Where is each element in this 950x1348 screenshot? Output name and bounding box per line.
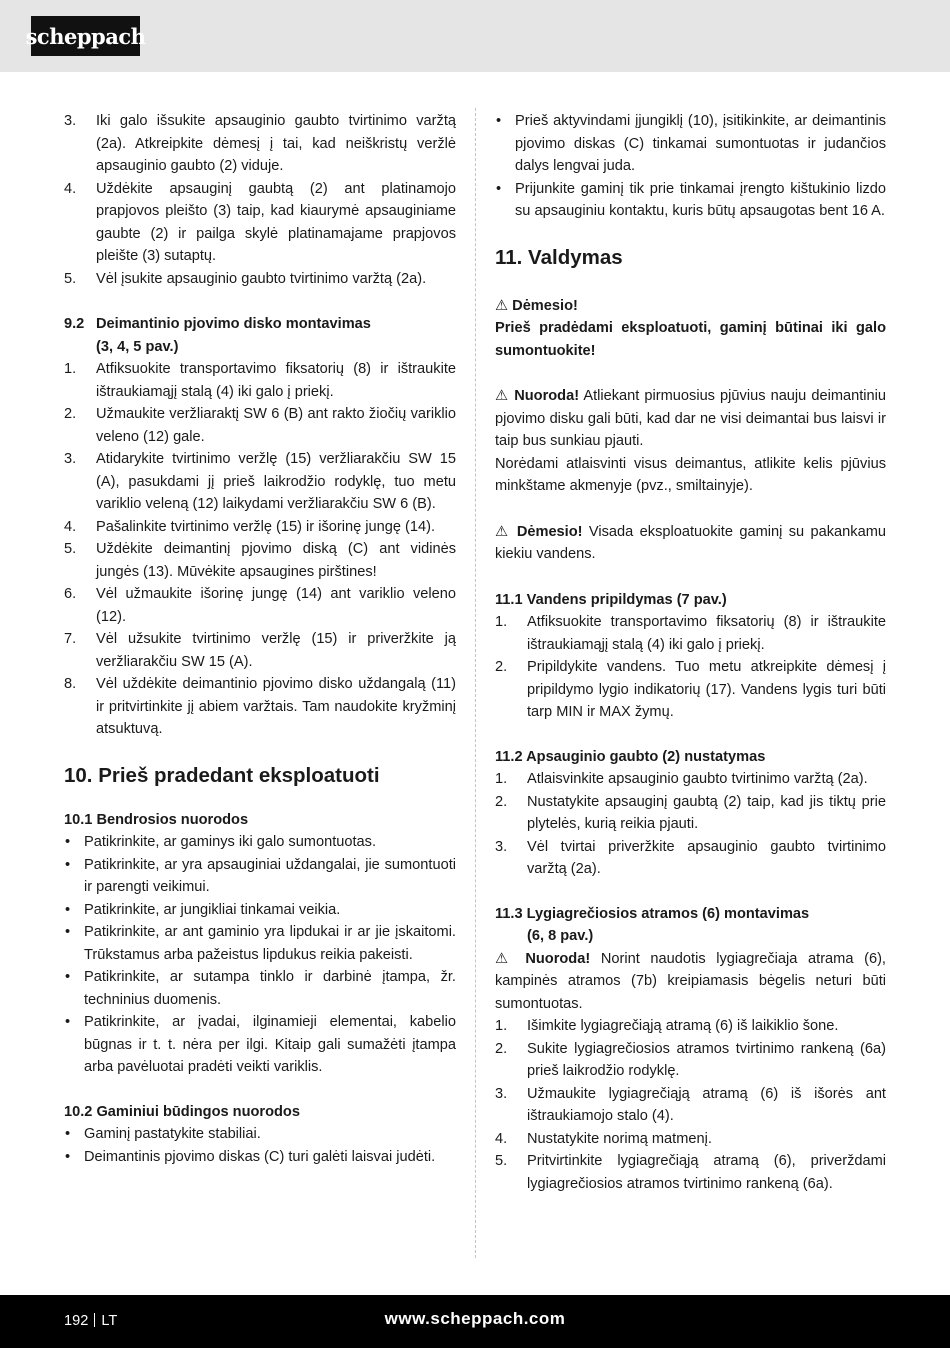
list-item: 8. Vėl uždėkite deimantinio pjovimo disko uždangalą (11) ir pritvirtinkite jį abiem varžtais. Tam naudokite kryžminį atsuktuvą.: [64, 676, 456, 737]
list-item: • Prijunkite gaminį tik prie tinkamai įrengto kištukinio lizdo su apsauginiu kontaktu, kuris būtų apsaugotas bent 16 A.: [496, 180, 886, 219]
right-column: [495, 110, 886, 1195]
disc-mounting-steps-list: [64, 358, 456, 741]
water-fill-steps-list: [495, 611, 886, 724]
pre-operation-list: [495, 110, 886, 223]
list-item: • Patikrinkite, ar įvadai, ilginamieji elementai, kabelio būgnas ir t. t. nėra per ilgi. Kitaip gali sumažėti įtampa arba pavėluotai pradėti veikti variklis.: [65, 1014, 456, 1075]
list-item: 5. Vėl įsukite apsauginio gaubto tvirtinimo varžtą (2a).: [64, 270, 427, 287]
parallel-fence-note: ⚠ Nuoroda! Norint naudotis lygiagrečiaja atrama (6), kampinės atramos (7b) kreipiamasis bėgelis neturi būti sumontuotas.: [495, 950, 886, 1012]
warning-icon: ⚠: [495, 388, 510, 404]
warning-icon: ⚠: [495, 297, 509, 314]
list-item: 3. Atidarykite tvirtinimo veržlę (15) veržliarakčiu SW 15 (A), pasukdami jį prieš laikrodžio rodyklę, tuo metu variklio veleną (12) laikydami veržliarakčiu SW 6 (B).: [64, 451, 456, 512]
general-notes-list: [64, 831, 456, 1079]
list-item: • Gaminį pastatykite stabiliai.: [65, 1126, 261, 1142]
website-link[interactable]: www.scheppach.com: [384, 1309, 566, 1328]
product-notes-list: [64, 1123, 456, 1168]
page-number: 192 LT: [64, 1313, 118, 1329]
section-heading-9-2: 9.2 Deimantinio pjovimo disko montavimas (3, 4, 5 pav.): [64, 316, 371, 355]
list-item: 3. Užmaukite lygiagrečiąją atramą (6) iš išorės ant ištraukiamojo stalo (4).: [495, 1085, 886, 1124]
list-item: 1. Atfiksuokite transportavimo fiksatorių (8) ir ištraukite ištraukiamąjį stalą (4) iki galo į priekį.: [64, 361, 456, 400]
list-item: 6. Vėl užmaukite išorinę jungę (14) ant variklio veleno (12).: [64, 586, 456, 625]
list-item: 2. Pripildykite vandens. Tuo metu atkreipkite dėmesį į pripildymo lygio indikatorių (17). Vandens lygis turi būti tarp MIN ir MAX žymų.: [495, 659, 886, 720]
list-item: • Patikrinkite, ar yra apsauginiai uždangalai, jie sumontuoti ir parengti veikimui.: [65, 856, 456, 895]
list-item: 4. Pašalinkite tvirtinimo veržlę (15) ir išorinę jungę (14).: [64, 518, 436, 535]
column-divider: [475, 108, 476, 1258]
note-paragraph: Norėdami atlaisvinti visus deimantus, atlikite kelis pjūvius minkštame akmenyje (pvz., smiltainyje).: [495, 455, 886, 494]
note-notice: ⚠ Nuoroda! Atliekant pirmuosius pjūvius nauju deimantiniu pjovimo disku gali būti, kad dar ne visi deimantai bus laisvi ir taip bus sunkiau pjauti.: [495, 388, 886, 449]
list-item: 4. Uždėkite apsauginį gaubtą (2) ant platinamojo prapjovos pleišto (3) taip, kad kiaurymė apsauginiame gaubte (2) ir pailga skylė platinamajame prapjovos pleište (3) sutaptų.: [64, 180, 456, 264]
assembly-steps-list: [64, 110, 456, 290]
left-column: [64, 110, 456, 1168]
guard-adjust-steps-list: [495, 768, 886, 881]
list-item: 1. Išimkite lygiagrečiąją atramą (6) iš laikiklio šone.: [495, 1018, 839, 1034]
section-heading-10-1: 10.1 Bendrosios nuorodos: [64, 811, 249, 828]
list-item: 5. Uždėkite deimantinį pjovimo diską (C) ant vidinės jungės (13). Mūvėkite apsaugines pirštines!: [64, 541, 456, 580]
list-item: 4. Nustatykite norimą matmenį.: [495, 1130, 712, 1147]
chapter-heading-10: 10. Prieš pradedant eksploatuoti: [64, 763, 380, 787]
list-item: 1. Atlaisvinkite apsauginio gaubto tvirtinimo varžtą (2a).: [495, 771, 868, 787]
list-item: 5. Pritvirtinkite lygiagrečiąją atramą (6), priverždami lygiagrečiosios atramos tvirtinimo rankeną (6a).: [495, 1153, 886, 1192]
list-item: 3. Vėl tvirtai priveržkite apsauginio gaubto tvirtinimo varžtą (2a).: [495, 838, 886, 877]
language-code: LT: [101, 1313, 118, 1329]
page-footer: [0, 1295, 950, 1348]
section-heading-11-1: 11.1 Vandens pripildymas (7 pav.): [495, 591, 727, 608]
chapter-heading-11: 11. Valdymas: [495, 245, 623, 269]
list-item: • Deimantinis pjovimo diskas (C) turi galėti laisvai judėti.: [65, 1148, 436, 1165]
list-item: 2. Nustatykite apsauginį gaubtą (2) taip, kad jis tiktų prie plytelės, kurią reikia pjauti.: [495, 793, 886, 832]
warning-icon: ⚠: [495, 523, 511, 540]
list-item: 7. Vėl užsukite tvirtinimo veržlę (15) ir priveržkite ją veržliarakčiu SW 15 (A).: [64, 631, 456, 670]
list-item: • Prieš aktyvindami įjungiklį (10), įsitikinkite, ar deimantinis pjovimo diskas (C) tinkamai sumontuotas ir judančios dalys lengvai juda.: [496, 113, 886, 174]
page-header: [0, 0, 950, 72]
parallel-fence-steps-list: [495, 1015, 886, 1195]
attention-notice: ⚠ Dėmesio! Prieš pradėdami eksploatuoti, gaminį būtinai iki galo sumontuokite!: [495, 297, 886, 359]
list-item: 1. Atfiksuokite transportavimo fiksatorių (8) ir ištraukite ištraukiamąjį stalą (4) iki galo į priekį.: [495, 614, 886, 653]
list-item: • Patikrinkite, ar sutampa tinklo ir darbinė įtampa, žr. techninius duomenis.: [65, 969, 456, 1008]
section-heading-10-2: 10.2 Gaminiui būdingos nuorodos: [64, 1103, 300, 1120]
list-item: • Patikrinkite, ar ant gaminio yra lipdukai ir ar jie įskaitomi. Trūkstamus arba pažeistus lipdukus reikia pakeisti.: [65, 924, 456, 963]
list-item: • Patikrinkite, ar gaminys iki galo sumontuotas.: [65, 834, 377, 850]
list-item: 2. Sukite lygiagrečiosios atramos tvirtinimo rankeną (6a) prieš laikrodžio rodyklę.: [495, 1040, 886, 1079]
section-heading-11-2: 11.2 Apsauginio gaubto (2) nustatymas: [495, 748, 766, 765]
list-item: 2. Užmaukite veržliaraktį SW 6 (B) ant rakto žiočių variklio veleno (12) gale.: [64, 406, 456, 445]
scheppach-logo: scheppach: [31, 16, 140, 56]
warning-icon: ⚠: [495, 950, 515, 967]
section-heading-11-3: 11.3 Lygiagrečiosios atramos (6) montavimas (6, 8 pav.): [495, 905, 810, 944]
list-item: 3. Iki galo išsukite apsauginio gaubto tvirtinimo varžtą (2a). Atkreipkite dėmesį į tai, kad neiškristų veržlė apsauginio gaubto (2) viduje.: [64, 113, 456, 174]
water-attention-notice: ⚠ Dėmesio! Visada eksploatuokite gaminį su pakankamu kiekiu vandens.: [495, 523, 886, 562]
list-item: • Patikrinkite, ar jungikliai tinkamai veikia.: [65, 901, 341, 918]
